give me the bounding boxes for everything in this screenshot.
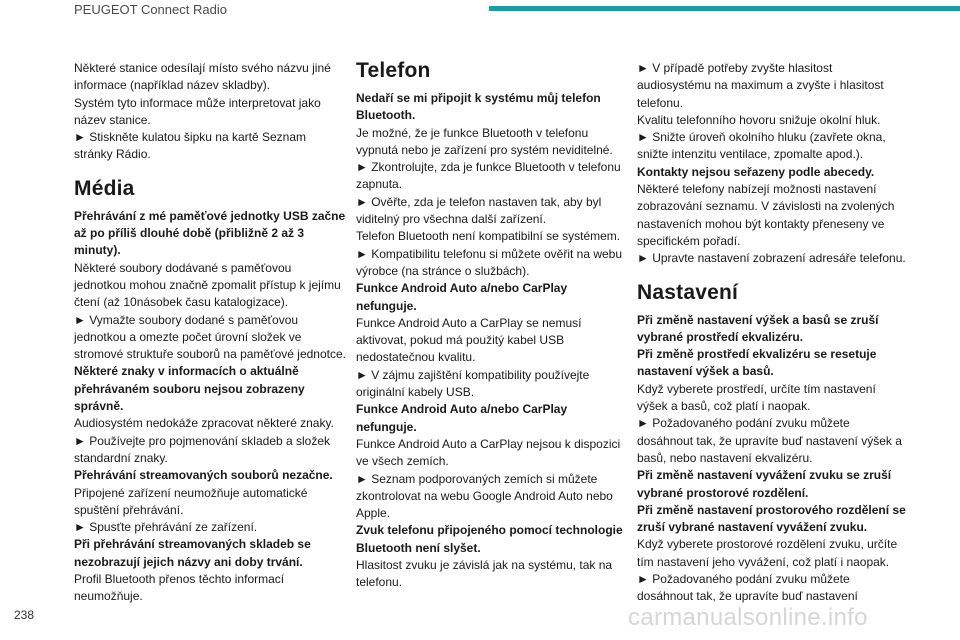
body-paragraph: ► Kompatibilitu telefonu si můžete ověřit na webu výrobce (na stránce o službách). xyxy=(356,246,623,278)
section-heading: Nastavení xyxy=(637,280,739,304)
bold-question: Funkce Android Auto a/nebo CarPlay nefunguje. xyxy=(356,281,568,313)
bold-question: Nedaří se mi připojit k systému můj telefon Bluetooth. xyxy=(356,91,601,123)
bold-question: Při změně nastavení výšek a basů se zruší vybrané prostředí ekvalizéru. xyxy=(637,312,879,344)
body-paragraph: Když vyberete prostorové rozdělení zvuku, určíte tím nastavení jeho vyvážení, což platí i naopak. xyxy=(637,537,898,569)
body-paragraph: Funkce Android Auto a CarPlay se nemusí aktivovat, pokud má použitý kabel USB nedostatečnou kvalitu. xyxy=(356,315,582,365)
body-paragraph: Audiosystém nedokáže zpracovat některé znaky. xyxy=(74,416,334,431)
body-paragraph: Když vyberete prostředí, určíte tím nastavení výšek a basů, což platí i naopak. xyxy=(637,381,876,414)
section-heading: Média xyxy=(74,176,135,200)
bold-question: Při změně nastavení prostorového rozdělení se zruší vybrané nastavení vyvážení zvuku. xyxy=(637,502,906,535)
bold-question: Kontakty nejsou seřazeny podle abecedy. xyxy=(637,164,875,179)
bold-question: Některé znaky v informacích o aktuálně přehrávaném souboru nejsou zobrazeny správně. xyxy=(74,364,305,414)
page-number: 238 xyxy=(14,608,35,622)
bold-question: Přehrávání streamovaných souborů nezačne. xyxy=(74,468,333,483)
body-paragraph: ► Používejte pro pojmenování skladeb a složek standardní znaky. xyxy=(74,433,331,465)
body-paragraph: Je možné, že je funkce Bluetooth v telefonu vypnutá nebo je zařízení pro systém neviditelné. xyxy=(356,125,613,157)
body-paragraph: Některé telefony nabízejí možnosti nastavení zobrazování seznamu. V závislosti na zvolených nastaveních mohou být kontakty přeneseny ve specifickém pořadí. xyxy=(637,182,895,248)
column-2 xyxy=(356,58,628,592)
body-paragraph: Některé stanice odesílají místo svého názvu jiné informace (například název skladby). xyxy=(74,61,331,93)
body-paragraph: ► Seznam podporovaných zemích si můžete zkontrolovat na webu Google Android Auto nebo Apple. xyxy=(356,471,613,521)
body-paragraph: Připojené zařízení neumožňuje automatické spuštění přehrávání. xyxy=(74,485,308,517)
bold-question: Při změně prostředí ekvalizéru se resetuje nastavení výšek a basů. xyxy=(637,347,877,379)
body-paragraph: Kvalitu telefonního hovoru snižuje okolní hluk. xyxy=(637,112,881,127)
body-paragraph: ► Požadovaného podání zvuku můžete dosáhnout tak, že upravíte buď nastavení xyxy=(637,572,858,604)
bold-question: Zvuk telefonu připojeného pomocí technologie Bluetooth není slyšet. xyxy=(356,523,623,555)
body-paragraph: ► Ověřte, zda je telefon nastaven tak, aby byl viditelný pro všechna další zařízení. xyxy=(356,194,602,227)
column-3 xyxy=(637,60,909,606)
body-paragraph: ► Stiskněte kulatou šipku na kartě Seznam stránky Rádio. xyxy=(74,130,306,162)
body-paragraph: ► Vymažte soubory dodané s paměťovou jednotkou a omezte počet úrovní složek ve stromové struktuře souborů na paměťové jednotce. xyxy=(74,312,346,362)
watermark: carmanualsonline.info xyxy=(628,604,868,631)
body-paragraph: ► Snižte úroveň okolního hluku (zavřete okna, snižte intenzitu ventilace, zpomalte apod.). xyxy=(637,130,886,162)
body-paragraph: Systém tyto informace může interpretovat jako název stanice. xyxy=(74,95,321,127)
body-paragraph: ► Spusťte přehrávání ze zařízení. xyxy=(74,520,258,535)
section-heading: Telefon xyxy=(356,59,431,82)
bold-question: Při přehrávání streamovaných skladeb se nezobrazují jejich názvy ani doby trvání. xyxy=(74,537,311,569)
body-paragraph: Hlasitost zvuku je závislá jak na systému, tak na telefonu. xyxy=(356,558,613,590)
bold-question: Funkce Android Auto a/nebo CarPlay nefunguje. xyxy=(356,402,568,434)
body-paragraph: ► V zájmu zajištění kompatibility používejte originální kabely USB. xyxy=(356,367,590,400)
column-1 xyxy=(74,60,346,606)
bold-question: Přehrávání z mé paměťové jednotky USB začne až po příliš dlouhé době (přibližně 2 až 3 minuty). xyxy=(74,208,346,258)
bold-question: Při změně nastavení vyvážení zvuku se zruší vybrané prostorové rozdělení. xyxy=(637,468,892,500)
body-paragraph: ► Upravte nastavení zobrazení adresáře telefonu. xyxy=(637,251,906,266)
body-paragraph: Profil Bluetooth přenos těchto informací neumožňuje. xyxy=(74,572,285,604)
body-paragraph: Funkce Android Auto a CarPlay nejsou k dispozici ve všech zemích. xyxy=(356,436,621,469)
body-paragraph: Telefon Bluetooth není kompatibilní se systémem. xyxy=(356,229,621,244)
body-paragraph: ► Zkontrolujte, zda je funkce Bluetooth v telefonu zapnuta. xyxy=(356,160,621,192)
header-title: PEUGEOT Connect Radio xyxy=(74,2,227,17)
body-paragraph: ► Požadovaného podání zvuku můžete dosáhnout tak, že upravíte buď nastavení výšek a basů, nebo nastavení ekvalizéru. xyxy=(637,416,902,465)
body-paragraph: Některé soubory dodávané s paměťovou jednotkou mohou značně zpomalit přístup k jejímu čtení (až 10násobek času katalogizace). xyxy=(74,260,341,310)
body-paragraph: ► V případě potřeby zvyšte hlasitost audiosystému na maximum a zvyšte i hlasitost telefonu. xyxy=(637,61,884,110)
header-accent-bar xyxy=(489,6,960,11)
